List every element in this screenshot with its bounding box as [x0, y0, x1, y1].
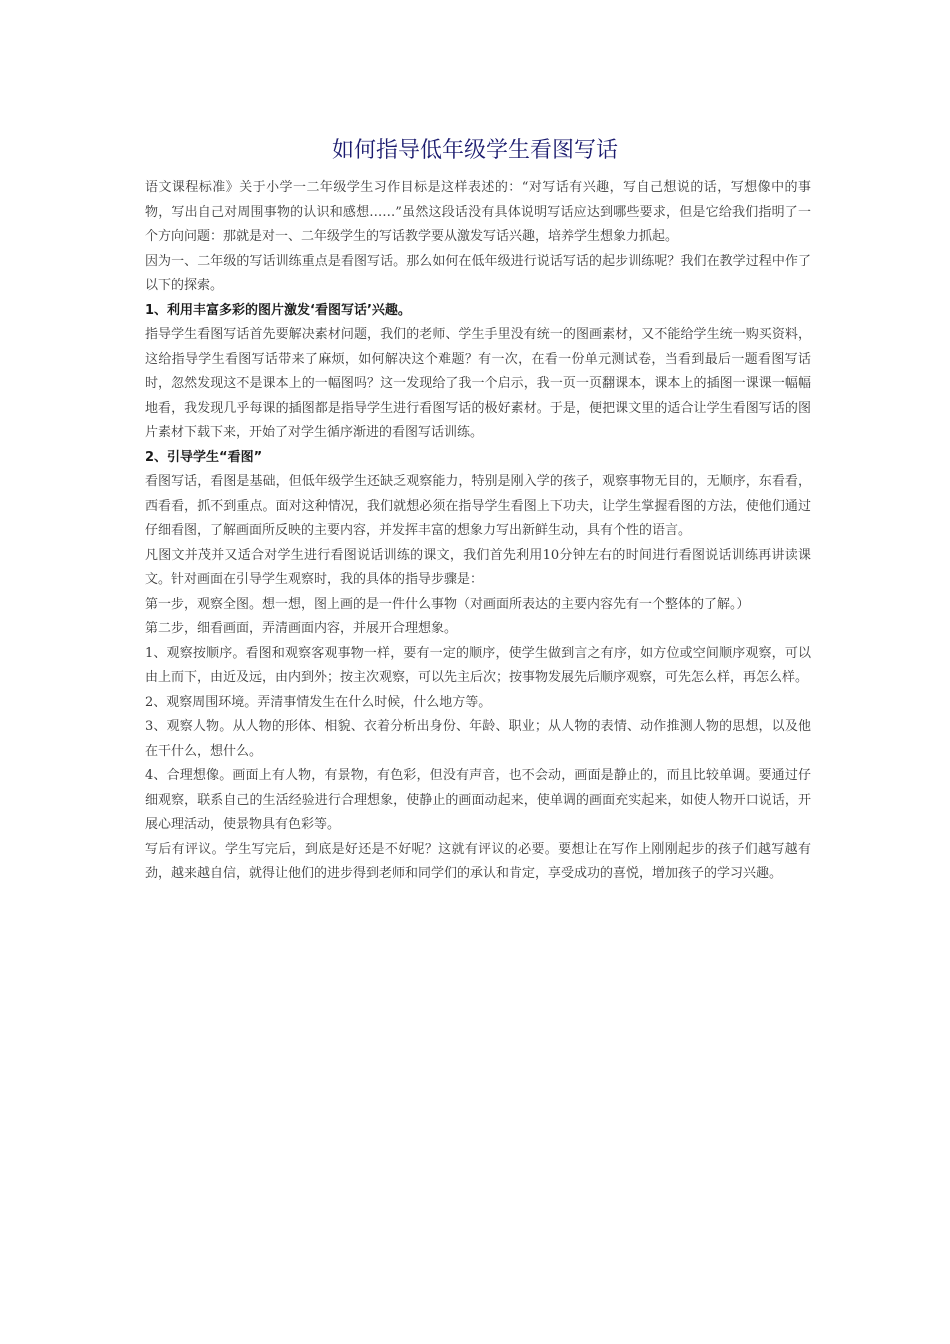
- paragraph: 第一步，观察全图。想一想，图上画的是一件什么事物（对画面所表达的主要内容先有一个整体的了解。）: [145, 596, 750, 612]
- section-heading: 2、引导学生“看图”: [145, 449, 263, 465]
- paragraph: 因为一、二年级的写话训练重点是看图写话。那么如何在低年级进行说话写话的起步训练呢？我们在教学过程中作了以下的探索。: [145, 253, 811, 293]
- section-heading: 1、利用丰富多彩的图片激发‘看图写话’兴趣。: [145, 302, 411, 318]
- paragraph: 第二步，细看画面，弄清画面内容，并展开合理想象。: [145, 621, 458, 636]
- document-body: [145, 176, 811, 887]
- paragraph: 语文课程标准》关于小学一二年级学生习作目标是这样表述的：“对写话有兴趣，写自己想说的话，写想像中的事物，写出自己对周围事物的认识和感想……”虽然这段话没有具体说明写话应达到哪些要求，但是它给我们指明了一个方向问题：那就是对一、二年级学生的写话教学要从激发写话兴趣，培养学生想象力抓起。: [145, 180, 811, 244]
- paragraph: 1、观察按顺序。看图和观察客观事物一样，要有一定的顺序，使学生做到言之有序，如方位或空间顺序观察，可以由上而下，由近及远，由内到外；按主次观察，可以先主后次；按事物发展先后顺序观察，可先怎么样，再怎么样。: [145, 645, 811, 685]
- paragraph: 4、合理想像。画面上有人物，有景物，有色彩，但没有声音，也不会动，画面是静止的，而且比较单调。要通过仔细观察，联系自己的生活经验进行合理想象，使静止的画面动起来，使单调的画面充实起来，如使人物开口说话，开展心理活动，使景物具有色彩等。: [145, 768, 811, 832]
- paragraph: 看图写话，看图是基础，但低年级学生还缺乏观察能力，特别是刚入学的孩子，观察事物无目的，无顺序，东看看，西看看，抓不到重点。面对这种情况，我们就想必须在指导学生看图上下功夫，让学生掌握看图的方法，使他们通过仔细看图，了解画面所反映的主要内容，并发挥丰富的想象力写出新鲜生动，具有个性的语言。: [145, 474, 811, 538]
- paragraph: 2、观察周围环境。弄清事情发生在什么时候，什么地方等。: [145, 694, 492, 710]
- paragraph: 写后有评议。学生写完后，到底是好还是不好呢？这就有评议的必要。要想让在写作上刚刚起步的孩子们越写越有劲，越来越自信，就得让他们的进步得到老师和同学们的承认和肯定，享受成功的喜悦，增加孩子的学习兴趣。: [145, 841, 811, 881]
- document-title: 如何指导低年级学生看图写话: [331, 138, 618, 163]
- paragraph: 3、观察人物。从人物的形体、相貌、衣着分析出身份、年龄、职业；从人物的表情、动作推测人物的思想，以及他在干什么，想什么。: [145, 719, 811, 759]
- paragraph: 凡图文并茂并又适合对学生进行看图说话训练的课文，我们首先利用10分钟左右的时间进行看图说话训练再讲读课文。针对画面在引导学生观察时，我的具体的指导步骤是：: [145, 547, 811, 587]
- paragraph: 指导学生看图写话首先要解决素材问题，我们的老师、学生手里没有统一的图画素材，又不能给学生统一购买资料，这给指导学生看图写话带来了麻烦，如何解决这个难题？有一次，在看一份单元测试卷，当看到最后一题看图写话时，忽然发现这不是课本上的一幅图吗？这一发现给了我一个启示，我一页一页翻课本，课本上的插图一课课一幅幅地看，我发现几乎每课的插图都是指导学生进行看图写话的极好素材。于是，便把课文里的适合让学生看图写话的图片素材下载下来，开始了对学生循序渐进的看图写话训练。: [145, 327, 811, 440]
